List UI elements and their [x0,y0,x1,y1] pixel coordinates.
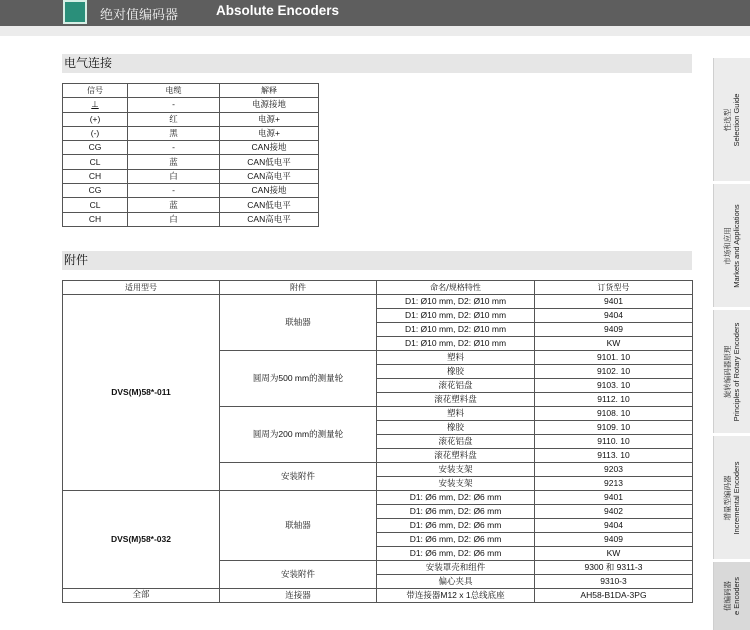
table-row [63,169,319,183]
accessories-header-row [63,281,693,295]
order-code-cell: 9401 [535,491,693,505]
side-tab-absolute-encoders[interactable] [713,562,750,630]
accessory-group-cell: 联轴器 [220,295,377,351]
cable-cell: 黑 [128,126,220,140]
spec-cell: 滚花塑料盘 [377,449,535,463]
description-cell: 电源接地 [220,98,319,112]
order-code-cell: KW [535,337,693,351]
cable-cell: 红 [128,112,220,126]
table-row [63,98,319,112]
side-tab-en: e Encoders [732,577,741,615]
table-row [63,112,319,126]
header-title-zh: 绝对值编码器 [100,8,179,23]
spec-cell: D1: Ø10 mm, D2: Ø10 mm [377,323,535,337]
accessory-group-cell: 圆周为500 mm的测量轮 [220,351,377,407]
side-tab-principles[interactable] [713,310,750,433]
col-header-description: 解释 [220,84,319,98]
description-cell: CAN接地 [220,184,319,198]
order-code-cell: 9112. 10 [535,393,693,407]
accessory-group-cell: 连接器 [220,589,377,603]
order-code-cell: 9103. 10 [535,379,693,393]
order-code-cell: KW [535,547,693,561]
order-code-cell: 9110. 10 [535,435,693,449]
accessory-group-cell: 联轴器 [220,491,377,561]
order-code-cell: 9310-3 [535,575,693,589]
accessories-table [62,280,693,603]
section-title-electrical [62,54,692,73]
spec-cell: 安装罩壳和组件 [377,561,535,575]
order-code-cell: 9300 和 9311-3 [535,561,693,575]
side-tab-zh: 增量型编码器 [723,475,732,521]
description-cell: CAN低电平 [220,155,319,169]
table-row [63,126,319,140]
side-tab-en: Incremental Encoders [732,461,741,534]
spec-cell: 滚花铝盘 [377,435,535,449]
table-row [63,295,693,309]
accessories-title-text: 附件 [64,253,89,267]
cable-cell: - [128,98,220,112]
spec-cell: 安装支架 [377,463,535,477]
signal-cell: CH [63,169,128,183]
order-code-cell: 9404 [535,309,693,323]
side-tab-en: Markets and Applications [732,203,741,288]
side-tab-markets-applications[interactable] [713,184,750,307]
signal-cell: (-) [63,126,128,140]
order-code-cell: 9409 [535,323,693,337]
electrical-title-text: 电气连接 [64,56,113,70]
order-code-cell: 9203 [535,463,693,477]
cable-cell: 白 [128,169,220,183]
spec-cell: 滚花塑料盘 [377,393,535,407]
order-code-cell: 9102. 10 [535,365,693,379]
spec-cell: D1: Ø10 mm, D2: Ø10 mm [377,295,535,309]
order-code-cell: 9409 [535,533,693,547]
table-row [63,212,319,226]
table-row [63,198,319,212]
model-cell: DVS(M)58*-011 [63,295,220,491]
spec-cell: D1: Ø6 mm, D2: Ø6 mm [377,547,535,561]
order-code-cell: 9404 [535,519,693,533]
order-code-cell: 9109. 10 [535,421,693,435]
col-header-order-code: 订货型号 [535,281,693,295]
description-cell: CAN高电平 [220,212,319,226]
description-cell: 电源+ [220,112,319,126]
signal-cell: (+) [63,112,128,126]
electrical-table [62,83,319,227]
col-header-model: 适用型号 [63,281,220,295]
col-header-accessory: 附件 [220,281,377,295]
order-code-cell: 9113. 10 [535,449,693,463]
spec-cell: 安装支架 [377,477,535,491]
order-code-cell: 9401 [535,295,693,309]
spec-cell: 橡胶 [377,421,535,435]
signal-cell: CL [63,155,128,169]
description-cell: CAN高电平 [220,169,319,183]
signal-cell: CG [63,184,128,198]
header-title-en: Absolute Encoders [216,3,340,18]
accessory-group-cell: 圆周为200 mm的测量轮 [220,407,377,463]
order-code-cell: 9213 [535,477,693,491]
accessory-group-cell: 安装附件 [220,561,377,589]
side-tab-label [723,461,741,534]
accessory-group-cell: 安装附件 [220,463,377,491]
top-header-bar [0,0,750,26]
table-row [63,491,693,505]
order-code-cell: 9108. 10 [535,407,693,421]
description-cell: 电源+ [220,126,319,140]
header-square-icon [63,0,87,24]
table-row [63,141,319,155]
signal-cell: CG [63,141,128,155]
side-tab-label [723,204,741,287]
table-row [63,155,319,169]
spec-cell: D1: Ø10 mm, D2: Ø10 mm [377,337,535,351]
section-title-accessories [62,251,692,270]
spec-cell: D1: Ø6 mm, D2: Ø6 mm [377,491,535,505]
spec-cell: 带连接器M12 x 1总线底座 [377,589,535,603]
side-tab-label [723,93,741,146]
signal-cell: CH [63,212,128,226]
table-row [63,184,319,198]
side-tab-zh: 旋转编码器原理 [723,345,732,398]
order-code-cell: 9101. 10 [535,351,693,365]
order-code-cell: 9402 [535,505,693,519]
spec-cell: D1: Ø6 mm, D2: Ø6 mm [377,505,535,519]
col-header-signal: 信号 [63,84,128,98]
description-cell: CAN接地 [220,141,319,155]
header-band [0,26,750,36]
side-tab-zh: 值编码器 [723,581,732,612]
side-tab-label [723,577,741,615]
spec-cell: 塑料 [377,351,535,365]
side-tab-en: Principles of Rotary Encoders [732,322,741,421]
cable-cell: 蓝 [128,155,220,169]
signal-cell: ⊥ [63,98,128,112]
cable-cell: 白 [128,212,220,226]
signal-cell: CL [63,198,128,212]
cable-cell: - [128,184,220,198]
electrical-header-row [63,84,319,98]
spec-cell: 橡胶 [377,365,535,379]
cable-cell: - [128,141,220,155]
spec-cell: 偏心夹具 [377,575,535,589]
cable-cell: 蓝 [128,198,220,212]
spec-cell: D1: Ø6 mm, D2: Ø6 mm [377,533,535,547]
spec-cell: 滚花铝盘 [377,379,535,393]
side-tab-zh: 市场和应用 [723,226,732,265]
side-tab-selection-guide[interactable] [713,58,750,181]
side-tab-en: Selection Guide [732,93,741,146]
col-header-spec: 命名/规格特性 [377,281,535,295]
model-cell: 全部 [63,589,220,603]
side-tab-incremental-encoders[interactable] [713,436,750,559]
col-header-cable: 电缆 [128,84,220,98]
side-tab-label [723,322,741,421]
description-cell: CAN低电平 [220,198,319,212]
table-row [63,589,693,603]
model-cell: DVS(M)58*-032 [63,491,220,589]
order-code-cell: AH58-B1DA-3PG [535,589,693,603]
side-tab-zh: 性选型 [723,108,732,131]
spec-cell: D1: Ø6 mm, D2: Ø6 mm [377,519,535,533]
spec-cell: D1: Ø10 mm, D2: Ø10 mm [377,309,535,323]
spec-cell: 塑料 [377,407,535,421]
